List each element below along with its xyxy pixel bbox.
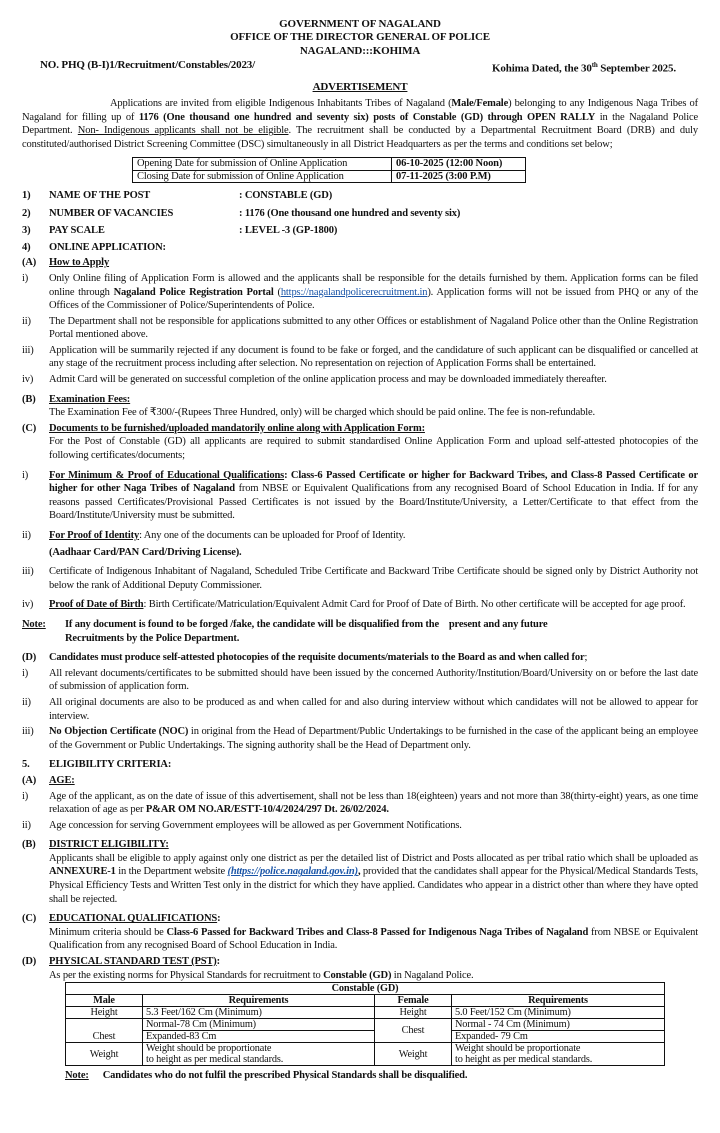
table-cell: Weight: [375, 1043, 452, 1066]
text: (: [273, 286, 281, 298]
table-cell: Expanded-83 Cm: [143, 1031, 375, 1043]
item-number: ii): [22, 819, 31, 831]
text: As per the existing norms for Physical Standards for recruitment to: [49, 969, 324, 981]
item-text: All relevant documents/certificates to be submitted should have been issued by the concerned Authority/Institution/Board/University on or before the last date of submission of application form.: [49, 667, 698, 693]
item-text: Age concession for serving Government employees will be allowed as per Government Notifications.: [49, 819, 462, 831]
text-underline: Non- Indigenous applicants shall not be eligible: [77, 125, 289, 137]
education-text: [22, 926, 698, 953]
subsection-district: [22, 838, 698, 852]
section-self-attested: [22, 651, 698, 665]
item-text: [49, 272, 698, 313]
list-item: [22, 469, 698, 523]
post-details: [22, 189, 698, 254]
note-label: Note:: [22, 618, 46, 630]
list-item: [22, 344, 698, 371]
text: in the Nagaland Police Department.: [22, 111, 698, 137]
section-number: 5.: [22, 759, 30, 771]
text: in Nagaland Police.: [391, 969, 474, 981]
intro-paragraph: [22, 97, 698, 151]
section-title: Documents to be furnished/uploaded mandatorily online along with Application Form:: [49, 422, 425, 434]
table-cell: Expanded- 79 Cm: [452, 1031, 665, 1043]
section-title: ELIGIBILITY CRITERIA:: [49, 759, 172, 771]
header-office: OFFICE OF THE DIRECTOR GENERAL OF POLICE: [230, 31, 490, 44]
table-cell: Normal-78 Cm (Minimum): [143, 1019, 375, 1031]
text: in original from the Head of Department/Public Undertakings to be furnished in the case of the applicant being an employee of the Government or Public Undertakings. The signing authority shall be the Head of Department only.: [49, 726, 698, 751]
final-note: [65, 1069, 698, 1083]
text: to height as per medical standards.: [455, 1054, 593, 1066]
text: Minimum criteria should be: [49, 926, 167, 938]
documents-note: [22, 618, 698, 645]
item-number: iii): [22, 566, 34, 578]
list-item: [22, 667, 698, 694]
table-cell: Weight: [66, 1043, 143, 1066]
text-bold: Class-6 Passed for Backward Tribes and Class-8 Passed for Indigenous Naga Tribes of Nagaland: [166, 926, 589, 938]
table-cell: Normal - 74 Cm (Minimum): [452, 1019, 665, 1031]
table-row: [66, 983, 665, 995]
column-header: Requirements: [143, 995, 375, 1007]
date-sup: th: [591, 61, 598, 70]
text: Applicants shall be eligible to apply against only one district as per the detailed list of District and Posts allocated as per tribal ratio which shall be uploaded as: [49, 852, 698, 864]
advertisement-document: [22, 18, 698, 1083]
text: ,: [357, 866, 361, 878]
text-bold: P&AR OM NO.AR/ESTT-10/4/2024/297 Dt. 26/02/2024.: [145, 804, 389, 816]
subsection-pst: [22, 955, 698, 969]
table-caption: Constable (GD): [66, 983, 665, 995]
item-number: ii): [22, 315, 31, 327]
documents-text: For the Post of Constable (GD) all applicants are required to submit standardised Online Application Form and upload self-attested photocopies of the following certificates/documents;: [49, 436, 698, 462]
section-eligibility: [22, 758, 698, 772]
text-underline: Proof of Date of Birth: [49, 599, 144, 611]
issue-date: [492, 59, 676, 76]
date-label: Closing Date for submission of Online Application: [133, 170, 392, 183]
item-number: 4): [22, 241, 31, 253]
text-bold: Constable (GD): [323, 969, 392, 981]
item-number: 3): [22, 224, 31, 236]
table-cell: 5.0 Feet/152 Cm (Minimum): [452, 1007, 665, 1019]
section-label: (B): [22, 839, 36, 851]
text: ) belonging to any Indigenous Naga Tribes of Nagaland for filling up of: [22, 98, 699, 123]
section-label: (D): [22, 956, 37, 968]
department-website-link[interactable]: (https://police.nagaland.gov.in): [227, 866, 358, 878]
text-bold: (Aadhaar Card/PAN Card/Driving License).: [49, 546, 242, 558]
subsection-education: [22, 912, 698, 926]
list-item: [22, 565, 698, 592]
section-title: EDUCATIONAL QUALIFICATIONS: [49, 913, 218, 925]
section-title: Examination Fees:: [49, 393, 131, 405]
item-value: : 1176 (One thousand one hundred and seventy six): [239, 207, 461, 219]
list-item: [22, 373, 698, 387]
item-number: i): [22, 469, 29, 481]
column-header: Requirements: [452, 995, 665, 1007]
table-row: [66, 1019, 665, 1031]
table-row: [133, 158, 526, 171]
text: Age of the applicant, as on the date of issue of this advertisement, shall not be less than 18(eighteen) years and not more than 38(thirty-eight) years, as one time relaxation of age as per: [49, 790, 698, 816]
table-cell: Chest: [66, 1019, 143, 1043]
text: Applications are invited from eligible Indigenous Inhabitants Tribes of Nagaland (: [110, 98, 452, 110]
text: Only Online filing of Application Form is allowed and the applicants shall be responsible for the details furnished by them. Application forms can be filed online through: [49, 272, 698, 298]
section-label: (D): [22, 652, 37, 664]
table-cell: Height: [375, 1007, 452, 1019]
district-text: [22, 852, 698, 906]
item-text: [49, 725, 698, 752]
list-item: [22, 819, 698, 833]
text: ;: [584, 652, 588, 664]
portal-link[interactable]: https://nagalandpolicerecruitment.in: [280, 286, 428, 298]
list-item: [22, 241, 698, 255]
item-text: Admit Card will be generated on successful completion of the online application process and may be downloaded immediately thereafter.: [49, 374, 607, 386]
table-cell: 5.3 Feet/162 Cm (Minimum): [143, 1007, 375, 1019]
table-row: [66, 995, 665, 1007]
date-value: 07-11-2025 (3:00 P.M): [392, 170, 526, 183]
text: to height as per medical standards.: [146, 1054, 284, 1066]
item-text: [49, 529, 698, 559]
list-item: [22, 315, 698, 342]
item-number: iv): [22, 599, 34, 611]
section-title: Candidates must produce self-attested photocopies of the requisite documents/materials to the Board as and when called for: [49, 652, 585, 664]
header-govt: GOVERNMENT OF NAGALAND: [279, 18, 441, 30]
text: from NBSE or Equivalent Qualification from any recognised Board of School Education in India.: [49, 926, 698, 952]
text: . The recruitment shall be conducted by a Departmental Recruitment Board (DRB) and duly constituted/authorised District Screening Committee (DSC) simultaneously in all District Headquarters as per the terms and conditions set below;: [22, 125, 698, 150]
section-label: (B): [22, 393, 36, 405]
table-cell: Height: [66, 1007, 143, 1019]
text: Weight should be proportionate: [455, 1043, 581, 1055]
date-text: Kohima Dated, the 30: [492, 62, 592, 75]
text-underline: For Proof of Identity: [49, 530, 140, 541]
item-number: iii): [22, 726, 34, 738]
section-title: AGE:: [49, 774, 75, 786]
header-location: NAGALAND:::KOHIMA: [299, 44, 421, 57]
table-row: [66, 1031, 665, 1043]
text: : Birth Certificate/Matriculation/Equivalent Admit Card for Proof of Date of Birth. No other certificate will be accepted for age proof.: [143, 599, 686, 611]
list-item: [22, 272, 698, 313]
list-item: [22, 224, 698, 238]
text-bold: ANNEXURE-1: [49, 866, 116, 878]
text-underline: For Minimum & Proof of Educational Qualifications: [49, 469, 285, 481]
item-number: iii): [22, 344, 34, 356]
text: in the Department website: [115, 866, 228, 878]
table-row: [66, 1043, 665, 1066]
item-key: ONLINE APPLICATION:: [49, 241, 166, 253]
text-bold: : Class-6 Passed Certificate or higher for Backward Tribes, and Class-8 Passed Certificate or higher for other Naga Tribes of Nagaland: [49, 469, 698, 495]
item-key: NUMBER OF VACANCIES: [49, 207, 174, 219]
list-item: [22, 725, 698, 752]
date-label: Opening Date for submission of Online Application: [133, 158, 392, 171]
text-bold: Nagaland Police Registration Portal: [113, 286, 274, 298]
reference-number: NO. PHQ (B-I)1/Recruitment/Constables/2023/: [40, 59, 256, 72]
section-label: (C): [22, 913, 37, 925]
item-text: All original documents are also to be produced as and when called for and also during interview without which candidates will not be allowed to appear for interview.: [49, 696, 698, 722]
note-text: Candidates who do not fulfil the prescribed Physical Standards shall be disqualified.: [102, 1070, 468, 1082]
item-number: 1): [22, 190, 31, 202]
column-header: Male: [66, 995, 143, 1007]
item-text: [49, 790, 698, 817]
section-exam-fees: [22, 393, 698, 407]
fee-text: The Examination Fee of ₹300/-(Rupees Three Hundred, only) will be charged which should be paid online. The fee is non-refundable.: [49, 407, 596, 419]
list-item: [22, 529, 698, 559]
table-cell: [452, 1043, 665, 1066]
item-number: ii): [22, 530, 31, 541]
item-number: i): [22, 667, 29, 679]
document-title: ADVERTISEMENT: [312, 81, 408, 94]
text-bold: Male/Female: [451, 98, 509, 110]
date-text-end: September 2025.: [597, 62, 676, 75]
item-value: : CONSTABLE (GD): [239, 190, 333, 202]
table-cell: Chest: [375, 1019, 452, 1043]
item-value: : LEVEL -3 (GP-1800): [239, 224, 338, 236]
text: : Any one of the documents can be uploaded for Proof of Identity.: [139, 530, 406, 541]
text-bold: 1176 (One thousand one hundred and seventy six) posts of Constable (GD) through OPEN RALLY: [138, 111, 596, 123]
text: ). Application forms will not be issued from PHQ or any of the Offices of the Commissioner of Police/Superintendents of Police.: [49, 286, 699, 312]
table-row: [133, 170, 526, 183]
text: from NBSE or Equivalent Qualifications from any recognised Board of School Education in India. If for any reasons passed Certificates/Provisional Passed Certificates is not issued by the Board/Institute/University, a Letter/Certificate to that effect from the Board/Institute/University must be submitted.: [49, 483, 698, 522]
item-text: Certificate of Indigenous Inhabitant of Nagaland, Scheduled Tribe Certificate and Backward Tribe Certificate should be signed only by District Authority not below the rank of Additional Deputy Commissioner.: [49, 566, 698, 591]
item-text: [49, 469, 698, 523]
section-label: (A): [22, 257, 37, 269]
section-title: How to Apply: [49, 257, 110, 269]
item-key: NAME OF THE POST: [49, 190, 151, 202]
text-bold: No Objection Certificate (NOC): [49, 726, 189, 738]
column-header: Female: [375, 995, 452, 1007]
text: Weight should be proportionate: [146, 1043, 272, 1055]
text: If any document is found to be forged /fake, the candidate will be disqualified from the present and any future: [65, 618, 548, 630]
item-number: iv): [22, 374, 34, 386]
item-text: The Department shall not be responsible for applications submitted to any other Offices or establishment of Nagaland Police other than the Online Registration Portal mentioned above.: [49, 315, 698, 341]
item-number: ii): [22, 696, 31, 708]
section-title: PHYSICAL STANDARD TEST (PST): [49, 956, 217, 968]
item-number: i): [22, 272, 29, 284]
list-item: [22, 598, 698, 612]
section-documents: [22, 422, 698, 436]
list-item: [22, 207, 698, 221]
section-how-to-apply: [22, 256, 698, 270]
note-label: Note:: [65, 1070, 89, 1082]
table-row: [66, 1007, 665, 1019]
section-title: DISTRICT ELIGIBILITY:: [49, 839, 169, 851]
list-item: [22, 790, 698, 817]
text: Recruitments by the Police Department.: [65, 632, 240, 644]
item-text: [49, 598, 698, 612]
list-item: [22, 696, 698, 723]
text: :: [217, 913, 221, 925]
note-text: [65, 618, 548, 645]
section-label: (C): [22, 422, 37, 434]
item-text: Application will be summarily rejected if any document is found to be fake or forged, and the candidature of such applicant can be disqualified or cancelled at any stage of the recruitment process including after selection. No representation on rejection of Application Forms shall be entertained.: [49, 344, 698, 370]
date-value: 06-10-2025 (12:00 Noon): [392, 158, 526, 171]
item-number: i): [22, 790, 29, 802]
section-label: (A): [22, 774, 37, 786]
reference-line: [22, 59, 698, 76]
text: provided that the candidates shall appear for the Physical/Medical Standards Tests, Physical Efficiency Tests and Written Test only in the district for which they have applied. Candidates who appear in a district other than where they have opted shall be rejected.: [49, 866, 698, 905]
text: :: [216, 956, 220, 968]
item-key: PAY SCALE: [49, 224, 105, 236]
physical-standards-table: [65, 982, 665, 1066]
table-cell: [143, 1043, 375, 1066]
subsection-age: [22, 774, 698, 788]
item-number: 2): [22, 207, 31, 219]
application-dates-table: [132, 157, 526, 183]
pst-text: [22, 969, 698, 983]
list-item: [22, 189, 698, 203]
